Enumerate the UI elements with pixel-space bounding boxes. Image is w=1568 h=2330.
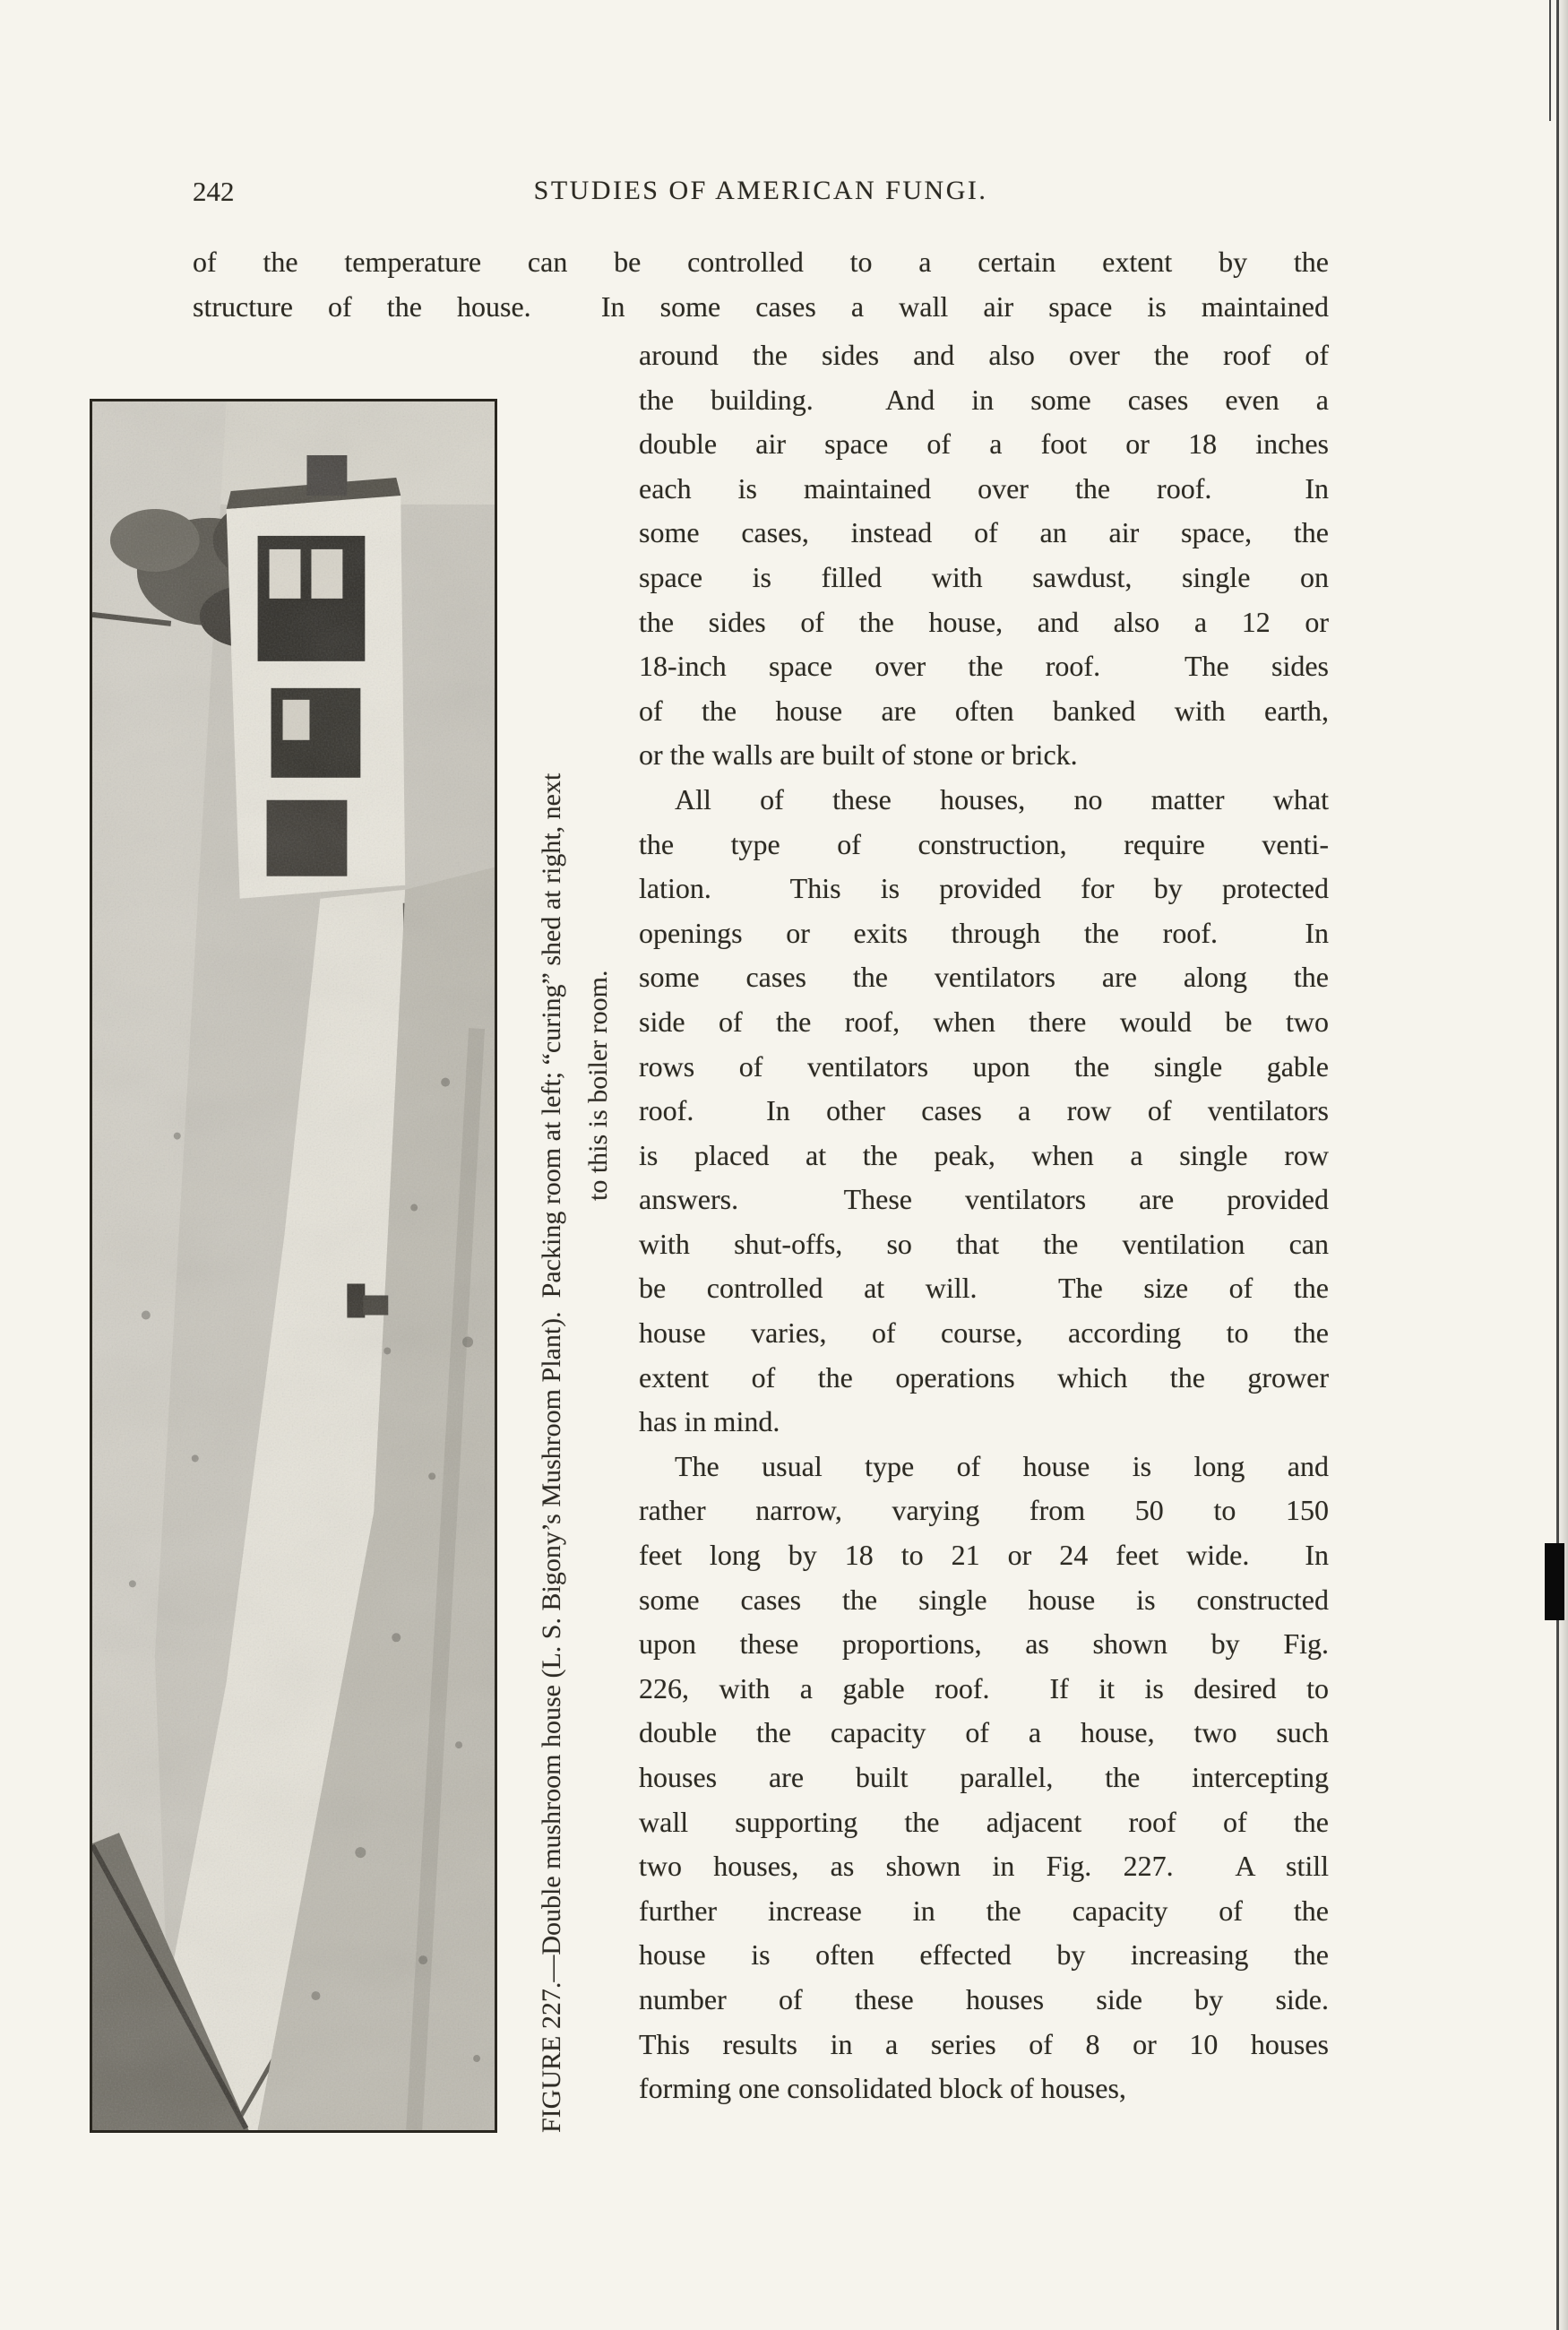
body-text-line: 226, with a gable roof. If it is desired to: [639, 1671, 1329, 1704]
figure-caption-line-1: FIGURE 227.—Double mushroom house (L. S. Bigony’s Mushroom Plant). Packing room at left; “curing” shed at right, next: [537, 772, 566, 2133]
body-text-line: the building. And in some cases even a: [639, 383, 1329, 416]
body-text-line: of the house are often banked with earth,: [639, 694, 1329, 727]
body-text-line: the type of construction, require venti-: [639, 827, 1329, 860]
body-text-line: rows of ventilators upon the single gable: [639, 1049, 1329, 1083]
body-text-line: is placed at the peak, when a single row: [639, 1138, 1329, 1171]
body-text-line: 18-inch space over the roof. The sides: [639, 650, 1329, 683]
photo-grain-texture: [92, 401, 495, 2130]
body-text-line: or the walls are built of stone or brick.: [639, 738, 1078, 772]
body-text-line: house varies, of course, according to the: [639, 1316, 1329, 1350]
body-text-line: number of these houses side by side.: [639, 1982, 1329, 2015]
intro-paragraph: [193, 240, 1329, 329]
intro-line: structure of the house. In some cases a wall air space is maintained: [193, 289, 1329, 323]
body-text-line: houses are built parallel, the intercepting: [639, 1761, 1329, 1793]
page-header: [193, 176, 1329, 215]
body-text-line: each is maintained over the roof. In: [639, 471, 1329, 505]
page-number: 242: [193, 176, 235, 207]
mushroom-house-photo: [92, 401, 495, 2130]
body-text-line: wall supporting the adjacent roof of the: [639, 1805, 1329, 1838]
body-text-line: house is often effected by increasing the: [639, 1938, 1329, 1972]
body-text-line: double the capacity of a house, two such: [639, 1716, 1329, 1749]
figure-photo: [90, 399, 497, 2133]
body-text-line: All of these houses, no matter what: [675, 782, 1329, 816]
body-text-line: further increase in the capacity of the: [639, 1894, 1329, 1927]
body-text-line: space is filled with sawdust, single on: [639, 560, 1329, 593]
body-text-line: has in mind.: [639, 1405, 780, 1438]
figure-caption-line-2: to this is boiler room.: [583, 970, 613, 1201]
scan-edge-line-top: [1549, 0, 1551, 121]
body-text-line: answers. These ventilators are provided: [639, 1183, 1329, 1216]
body-text-line: openings or exits through the roof. In: [639, 916, 1329, 949]
body-text-line: two houses, as shown in Fig. 227. A still: [639, 1850, 1329, 1883]
body-text-line: some cases, instead of an air space, the: [639, 516, 1329, 549]
scan-edge-line: [1556, 0, 1559, 2330]
body-text-line: around the sides and also over the roof of: [639, 339, 1329, 371]
body-text-line: rather narrow, varying from 50 to 150: [639, 1494, 1329, 1527]
body-text-line: upon these proportions, as shown by Fig.: [639, 1627, 1329, 1661]
body-text-line: lation. This is provided for by protected: [639, 872, 1329, 905]
body-text-line: double air space of a foot or 18 inches: [639, 427, 1329, 461]
body-text-line: the sides of the house, and also a 12 or: [639, 605, 1329, 638]
running-title: STUDIES OF AMERICAN FUNGI.: [533, 176, 988, 205]
body-text-line: be controlled at will. The size of the: [639, 1272, 1329, 1305]
body-text-line: extent of the operations which the grower: [639, 1360, 1329, 1394]
body-text-line: This results in a series of 8 or 10 houses: [639, 2027, 1329, 2060]
body-text-line: some cases the single house is constructed: [639, 1583, 1329, 1616]
body-text-line: The usual type of house is long and: [675, 1449, 1329, 1482]
body-column: [639, 333, 1329, 2111]
figure-caption: [529, 399, 629, 2133]
body-text-line: with shut-offs, so that the ventilation can: [639, 1227, 1329, 1260]
body-text-line: roof. In other cases a row of ventilators: [639, 1094, 1329, 1127]
intro-line: of the temperature can be controlled to a certain extent by the: [193, 246, 1329, 278]
body-text-line: forming one consolidated block of houses,: [639, 2072, 1126, 2105]
body-text-line: feet long by 18 to 21 or 24 feet wide. In: [639, 1539, 1329, 1572]
body-text-line: side of the roof, when there would be two: [639, 1005, 1329, 1038]
scan-edge-black-bar: [1545, 1543, 1564, 1620]
body-text-line: some cases the ventilators are along the: [639, 961, 1329, 994]
